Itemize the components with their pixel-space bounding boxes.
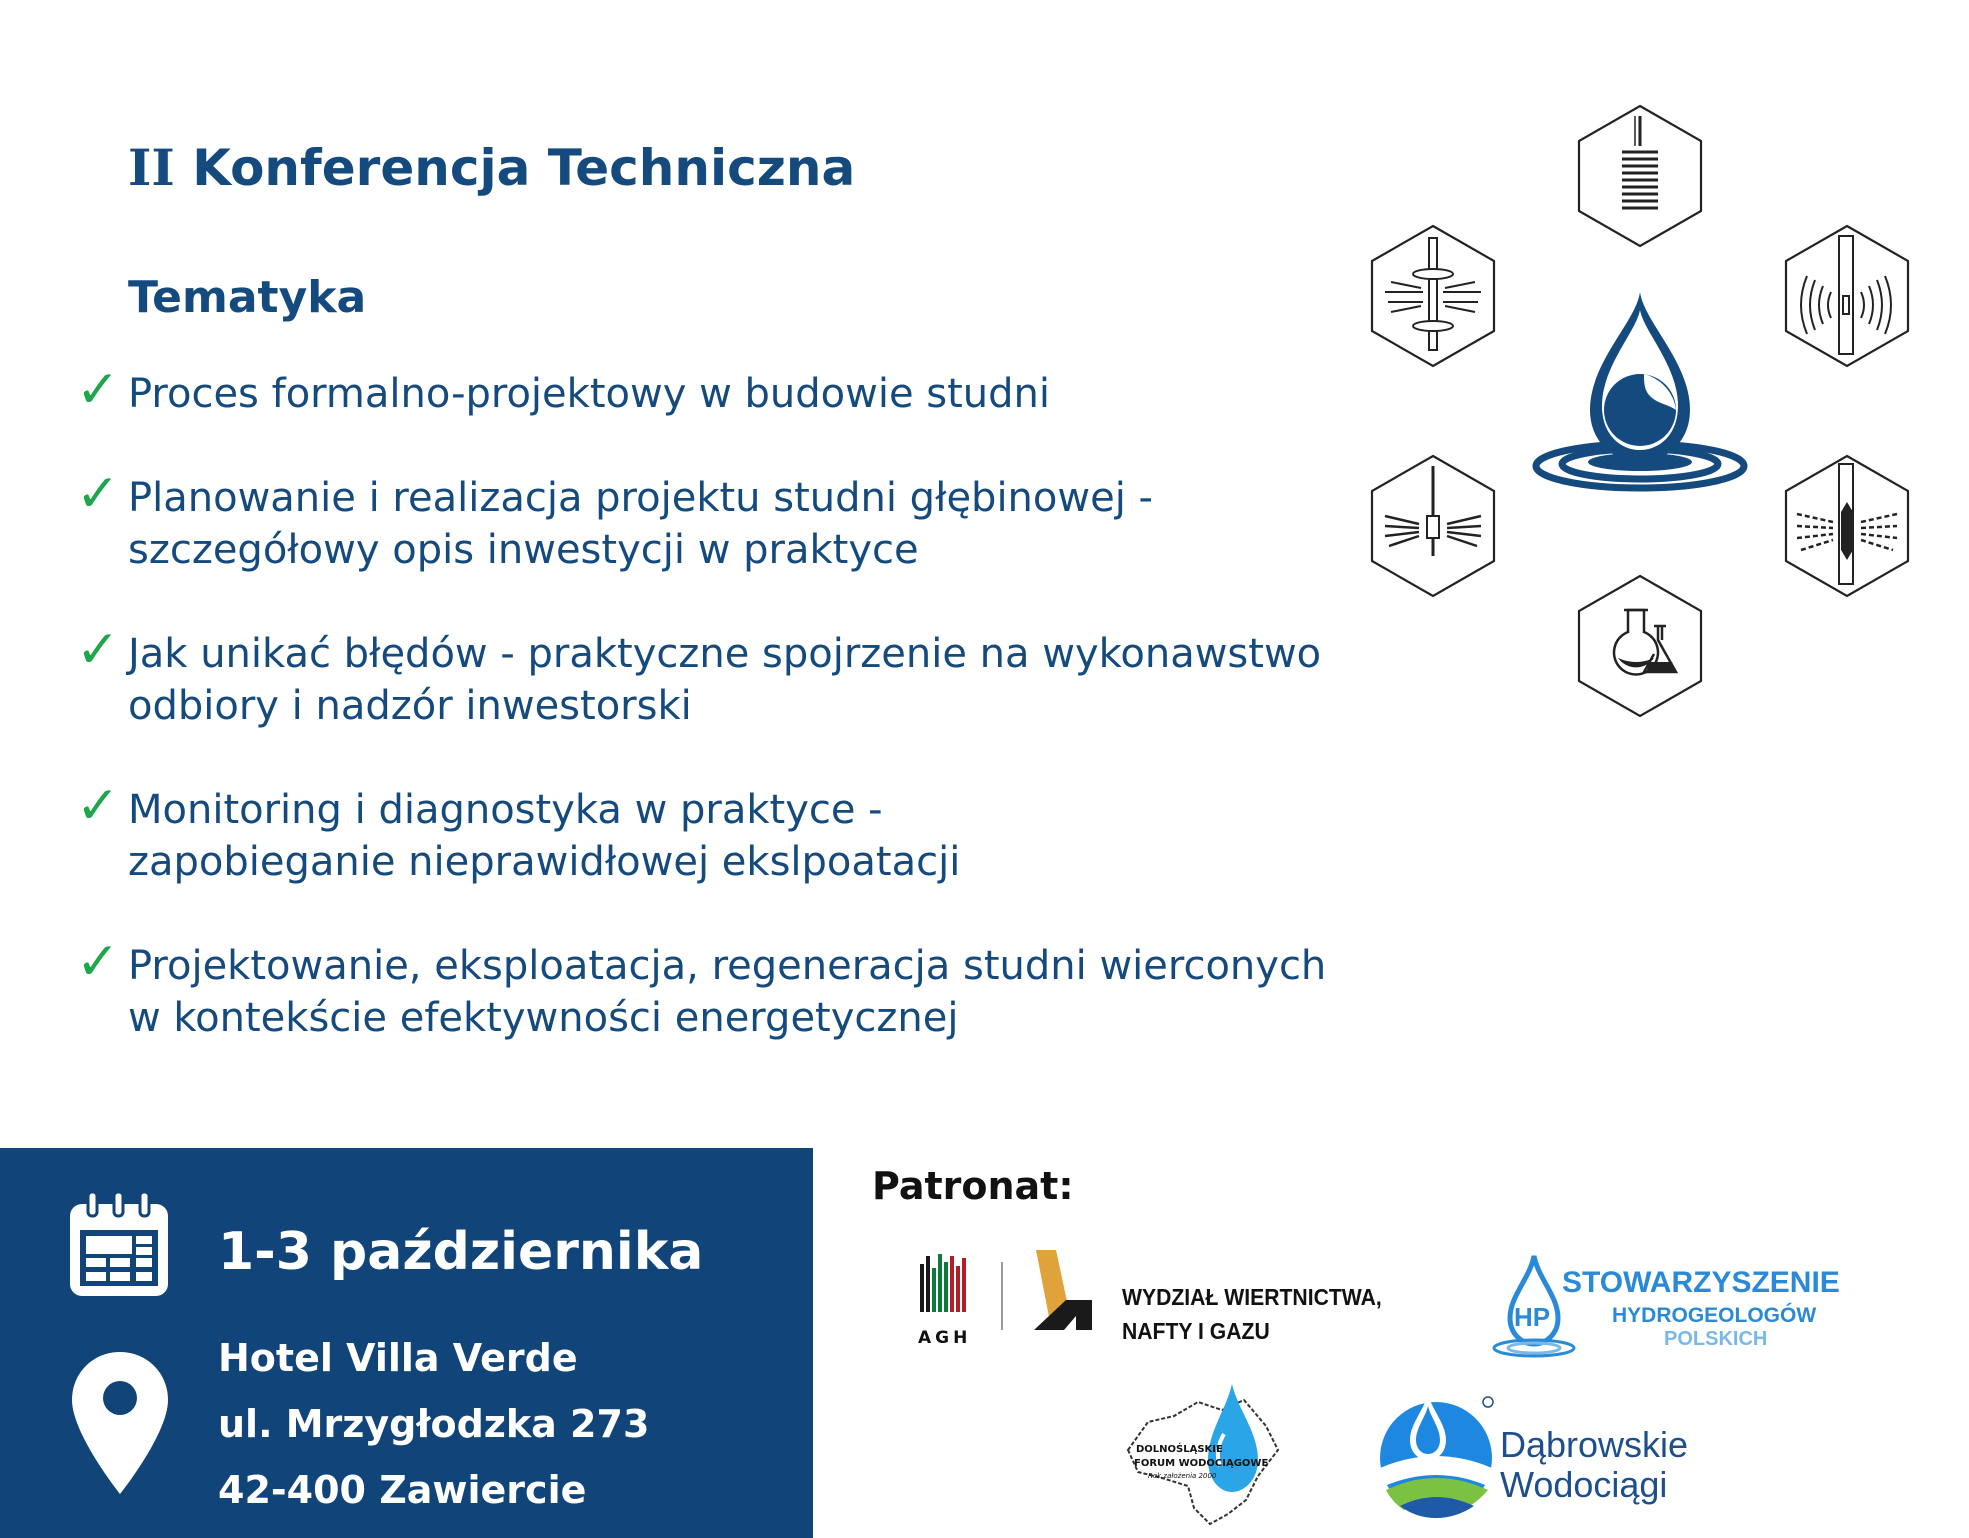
water-drop-icon: [1536, 292, 1744, 488]
conference-edition: II: [128, 138, 175, 197]
topic-line: Jak unikać błędów - praktyczne spojrzenie na wykonawstwo: [128, 631, 1322, 677]
check-icon: ✓: [76, 932, 120, 992]
topic-line: Planowanie i realizacja projektu studni głębinowej -: [128, 475, 1153, 521]
wwng-name: [1122, 1280, 1382, 1348]
topic-line: w kontekście efektywności energetycznej: [128, 995, 959, 1041]
shp-line-2: HYDROGEOLOGÓW: [1612, 1304, 1817, 1327]
venue-street: ul. Mrzygłodzka 273: [218, 1402, 650, 1446]
venue-name: Hotel Villa Verde: [218, 1336, 578, 1380]
dw-logo: [1376, 1392, 1496, 1522]
dfw-line-2: FORUM WODOCIĄGOWE: [1134, 1458, 1269, 1469]
dw-line-1: Dąbrowskie: [1500, 1424, 1689, 1465]
topic-line: Proces formalno-projektowy w budowie studni: [128, 371, 1050, 417]
topic-text: [128, 472, 1153, 576]
venue-city: 42-400 Zawiercie: [218, 1468, 587, 1512]
location-pin-icon: [70, 1350, 170, 1496]
topic-text: [128, 628, 1321, 732]
wwng-line: WYDZIAŁ WIERTNICTWA,: [1122, 1284, 1382, 1310]
topic-text: [128, 368, 1050, 420]
topics-heading: Tematyka: [128, 272, 367, 323]
topic-line: Projektowanie, eksploatacja, regeneracja studni wierconych: [128, 943, 1327, 989]
well-sonic-icon: [1786, 226, 1908, 366]
event-date: 1-3 października: [218, 1222, 704, 1282]
well-pulse-icon: [1786, 456, 1908, 596]
check-icon: ✓: [76, 776, 120, 836]
check-icon: ✓: [76, 620, 120, 680]
topic-text: [128, 940, 1326, 1044]
topic-line: zapobieganie nieprawidłowej ekslpoatacji: [128, 839, 961, 885]
shp-line-1: STOWARZYSZENIE: [1562, 1266, 1840, 1299]
lab-flasks-icon: [1579, 576, 1701, 716]
well-technology-illustration: [1360, 96, 1920, 736]
dw-line-2: Wodociągi: [1500, 1464, 1668, 1505]
topic-line: odbiory i nadzór inwestorski: [128, 683, 692, 729]
well-screen-icon: [1372, 226, 1494, 366]
agh-label: AGH: [918, 1328, 972, 1348]
conference-name: Konferencja Techniczna: [192, 139, 856, 197]
conference-title: [128, 138, 855, 197]
well-jet-icon: [1372, 456, 1494, 596]
svg-text:HP: HP: [1514, 1302, 1551, 1332]
patronage-heading: Patronat:: [872, 1164, 1074, 1208]
well-brush-icon: [1579, 106, 1701, 246]
check-icon: ✓: [76, 360, 120, 420]
dfw-line-3: Rok założenia 2000: [1148, 1472, 1217, 1480]
topic-line: szczegółowy opis inwestycji w praktyce: [128, 527, 919, 573]
dfw-logo: [1118, 1380, 1288, 1530]
check-icon: ✓: [76, 464, 120, 524]
calendar-icon: [66, 1190, 172, 1300]
dfw-line-1: DOLNOŚLĄSKIE: [1136, 1444, 1223, 1455]
wwng-line: NAFTY I GAZU: [1122, 1318, 1270, 1344]
shp-line-3: POLSKICH: [1664, 1328, 1768, 1350]
topic-text: [128, 784, 960, 888]
topic-line: Monitoring i diagnostyka w praktyce -: [128, 787, 883, 833]
